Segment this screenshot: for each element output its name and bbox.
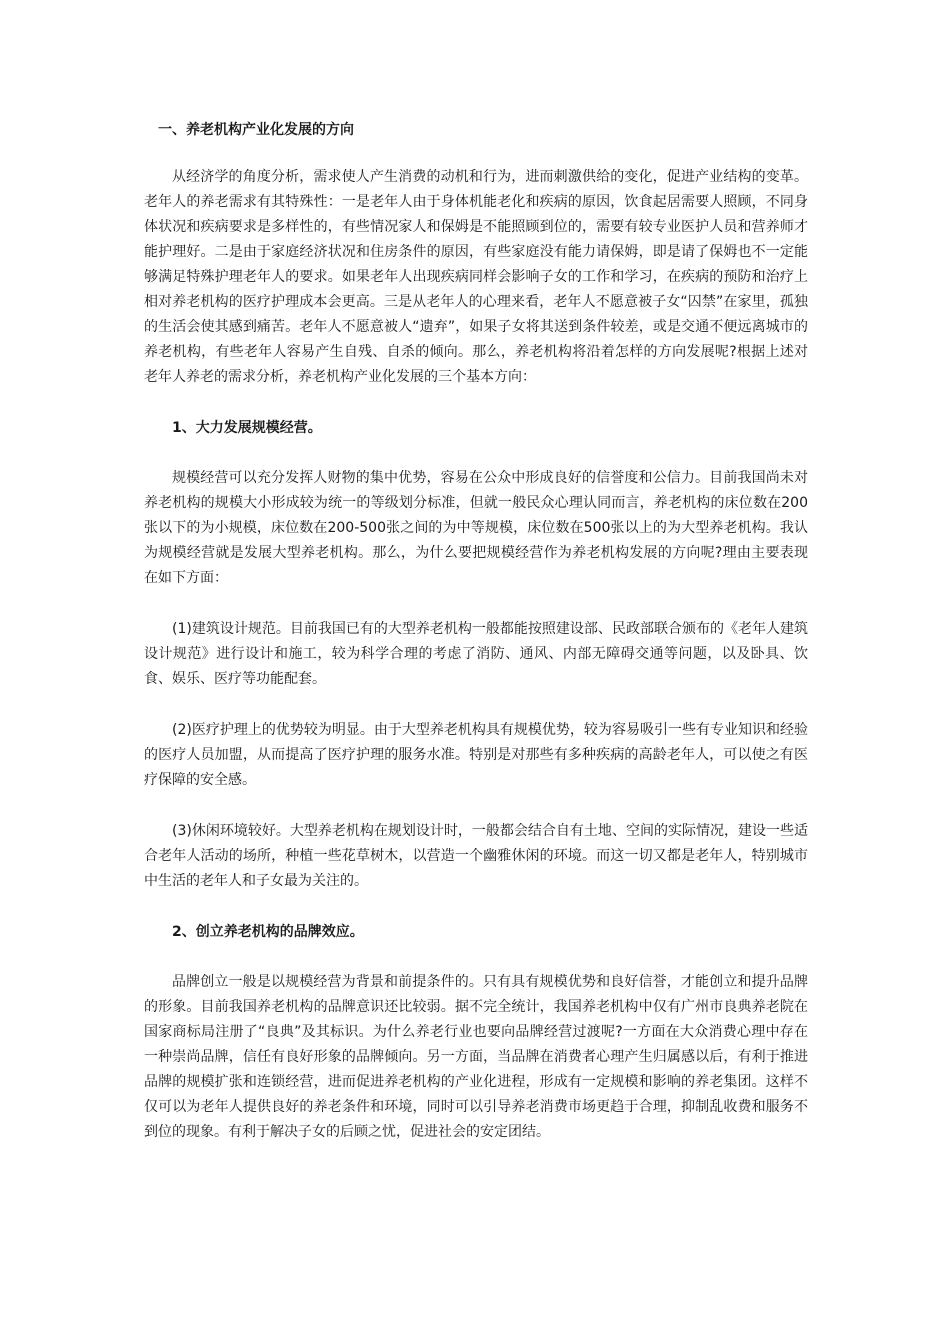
section-heading: 一、养老机构产业化发展的方向	[158, 122, 354, 138]
subsection-heading-2: 2、创立养老机构的品牌效应。	[172, 924, 364, 940]
document-page	[144, 118, 808, 1145]
intro-paragraph: 从经济学的角度分析，需求使人产生消费的动机和行为，进而刺激供给的变化，促进产业结构的变革。老年人的养老需求有其特殊性：一是老年人由于身体机能老化和疾病的原因，饮食起居需要人照顾，不同身体状况和疾病要求是多样性的，有些情况家人和保姆是不能照顾到位的，需要有较专业医护人员和营养师才能护理好。二是由于家庭经济状况和住房条件的原因，有些家庭没有能力请保姆，即是请了保姆也不一定能够满足特殊护理老年人的要求。如果老年人出现疾病同样会影响子女的工作和学习，在疾病的预防和治疗上相对养老机构的医疗护理成本会更高。三是从老年人的心理来看，老年人不愿意被子女“囚禁”在家里，孤独的生活会使其感到痛苦。老年人不愿意被人“遗弃”，如果子女将其送到条件较差，或是交通不便远离城市的养老机构，有些老年人容易产生自残、自杀的倾向。那么，养老机构将沿着怎样的方向发展呢?根据上述对老年人养老的需求分析，养老机构产业化发展的三个基本方向：	[144, 169, 808, 385]
subsection-paragraph-1: 规模经营可以充分发挥人财物的集中优势，容易在公众中形成良好的信誉度和公信力。目前我国尚未对养老机构的规模大小形成较为统一的等级划分标准，但就一般民众心理认同而言，养老机构的床位数在200张以下的为小规模，床位数在200-500张之间的为中等规模，床位数在500张以上的为大型养老机构。我认为规模经营就是发展大型养老机构。那么，为什么要把规模经营作为养老机构发展的方向呢?理由主要表现在如下方面：	[144, 470, 808, 586]
subsection-paragraph-2: 品牌创立一般是以规模经营为背景和前提条件的。只有具有规模优势和良好信誉，才能创立和提升品牌的形象。目前我国养老机构的品牌意识还比较弱。据不完全统计，我国养老机构中仅有广州市良典养老院在国家商标局注册了“良典”及其标识。为什么养老行业也要向品牌经营过渡呢?一方面在大众消费心理中存在一种崇尚品牌，信任有良好形象的品牌倾向。另一方面，当品牌在消费者心理产生归属感以后，有利于推进品牌的规模扩张和连锁经营，进而促进养老机构的产业化进程，形成有一定规模和影响的养老集团。这样不仅可以为老年人提供良好的养老条件和环境，同时可以引导养老消费市场更趋于合理，抑制乱收费和服务不到位的现象。有利于解决子女的后顾之忧，促进社会的安定团结。	[144, 974, 808, 1140]
subsection-heading-1: 1、大力发展规模经营。	[172, 420, 322, 436]
point-paragraph-3: (3)休闲环境较好。大型养老机构在规划设计时，一般都会结合自有土地、空间的实际情况，建设一些适合老年人活动的场所，种植一些花草树木，以营造一个幽雅休闲的环境。而这一切又都是老年人，特别城市中生活的老年人和子女最为关注的。	[144, 823, 808, 889]
point-paragraph-2: (2)医疗护理上的优势较为明显。由于大型养老机构具有规模优势，较为容易吸引一些有专业知识和经验的医疗人员加盟，从而提高了医疗护理的服务水准。特别是对那些有多种疾病的高龄老年人，可以使之有医疗保障的安全感。	[144, 722, 808, 788]
point-paragraph-1: (1)建筑设计规范。目前我国已有的大型养老机构一般都能按照建设部、民政部联合颁布的《老年人建筑设计规范》进行设计和施工，较为科学合理的考虑了消防、通风、内部无障碍交通等问题，以及卧具、饮食、娱乐、医疗等功能配套。	[144, 621, 808, 687]
